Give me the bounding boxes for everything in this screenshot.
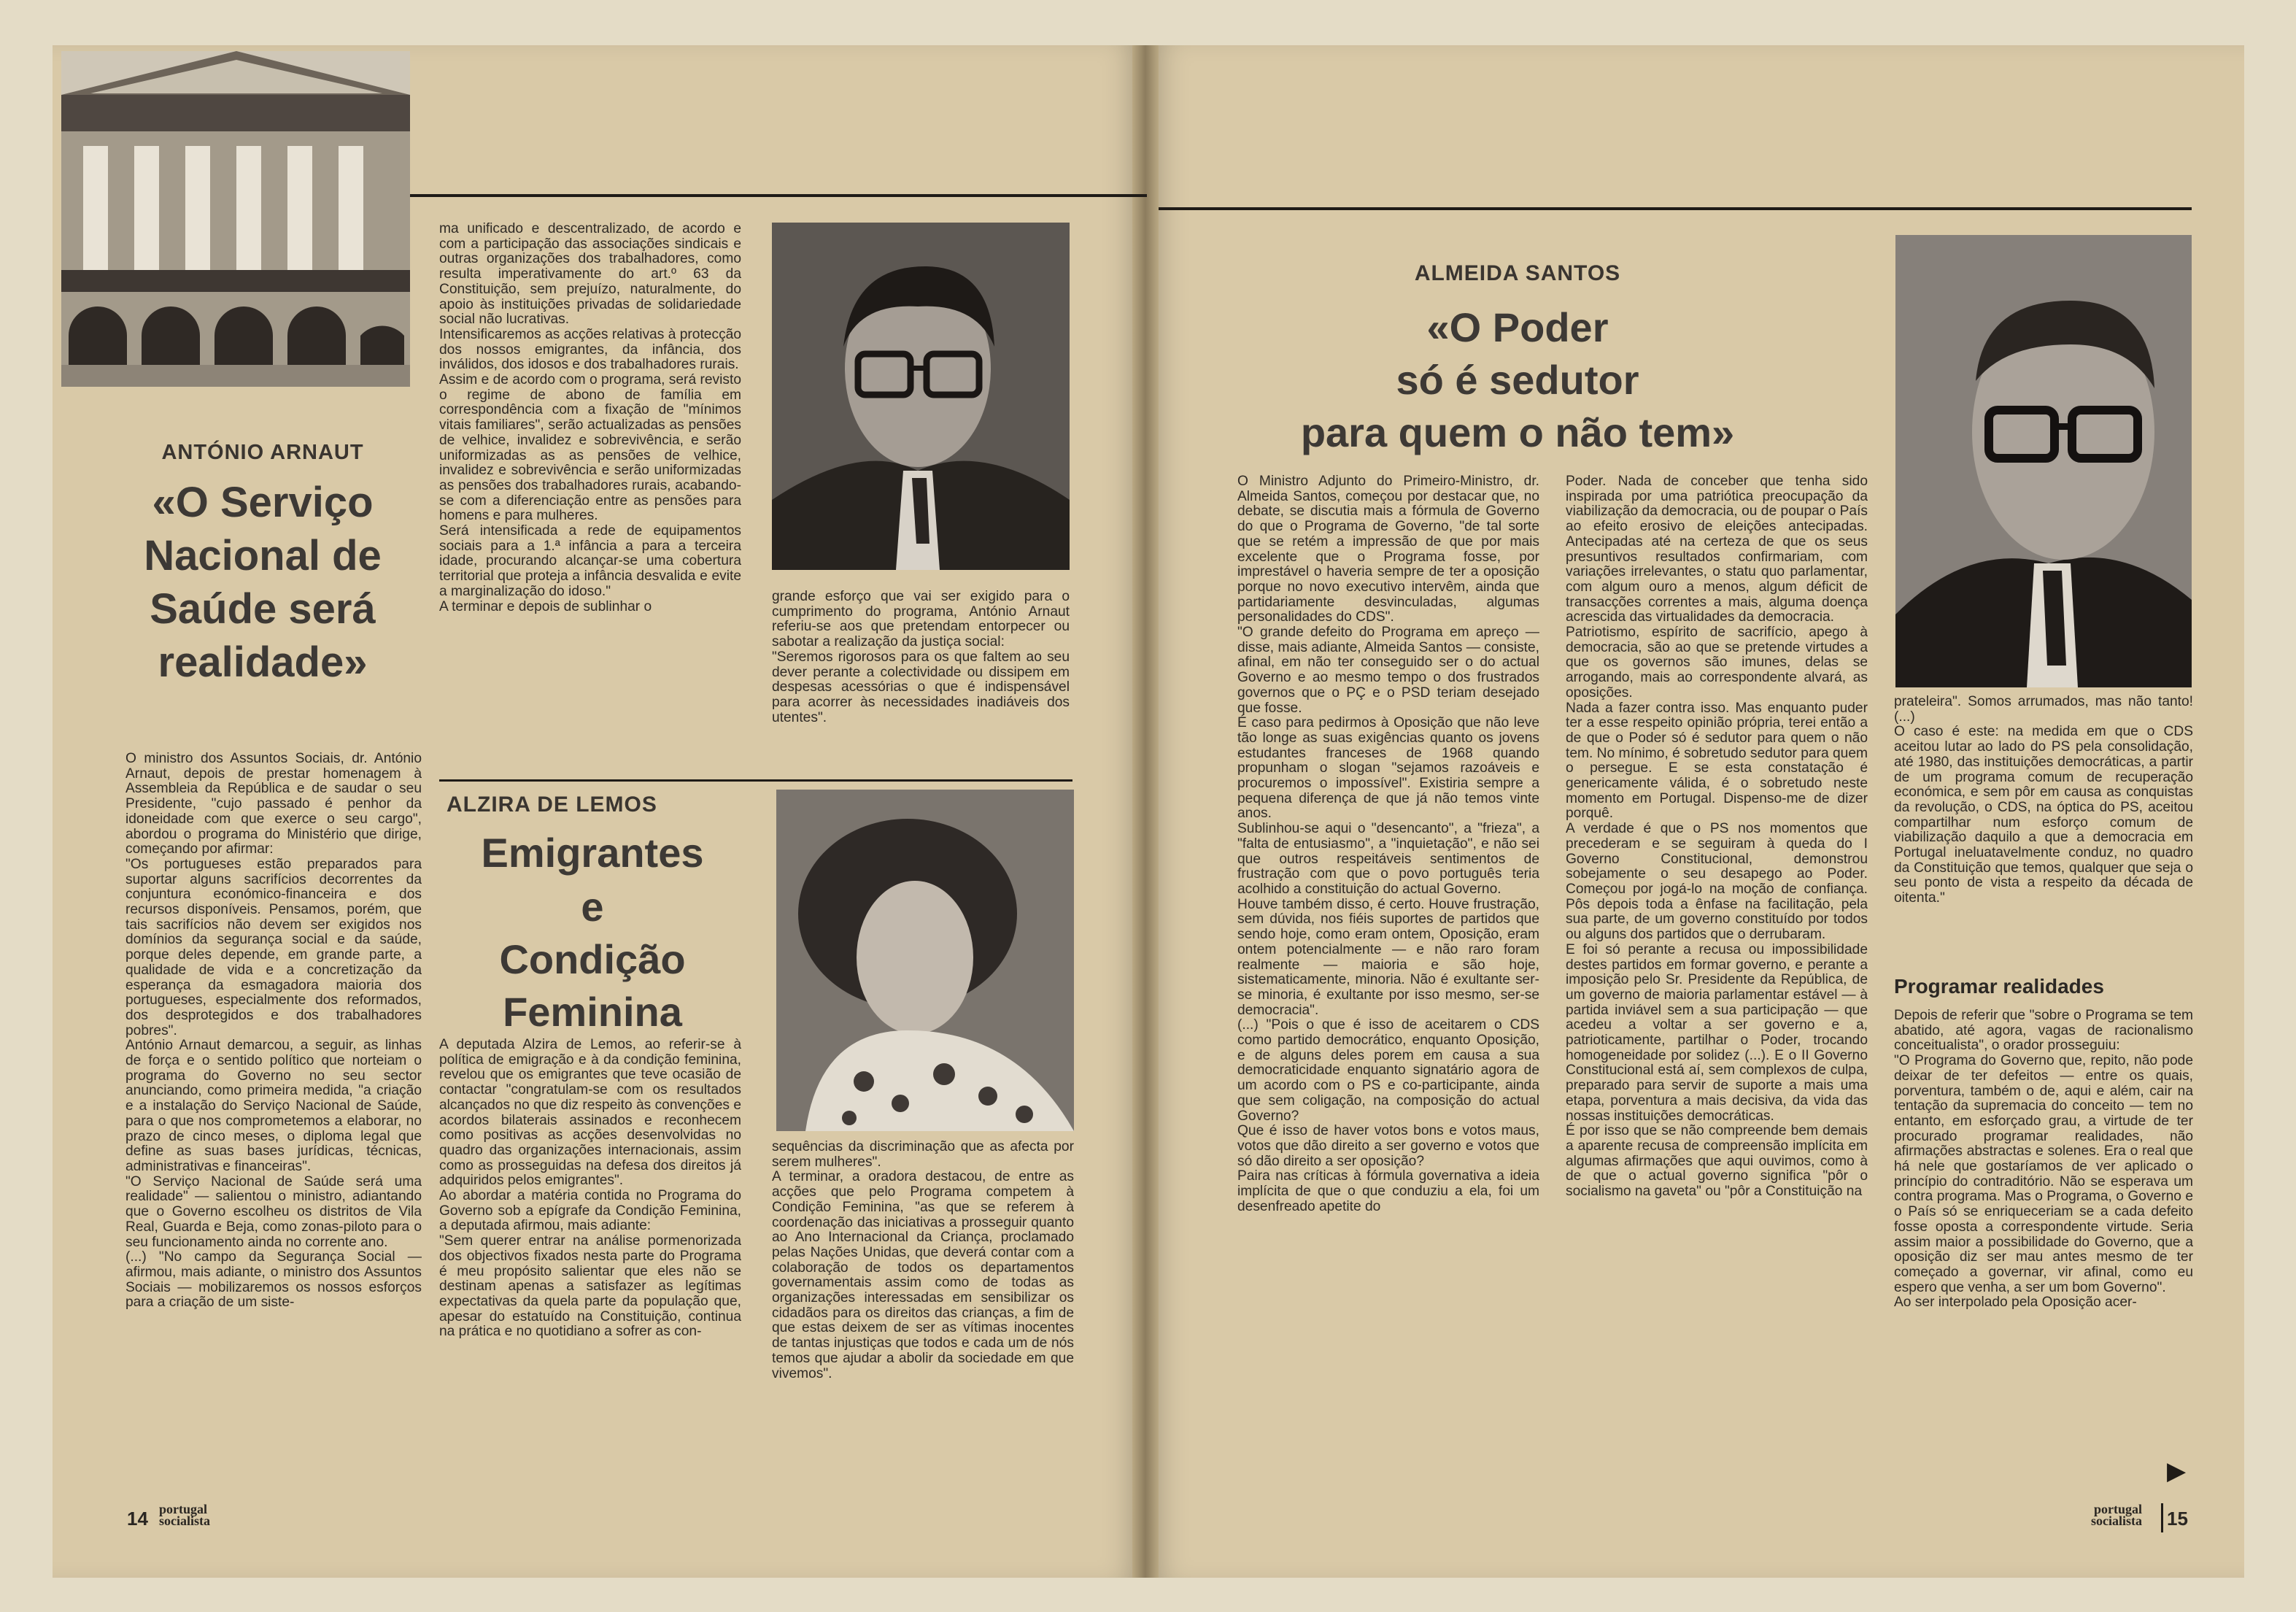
article-column-3-santos: prateleira". Somos arrumados, mas não tanto! (...) O caso é este: na medida em que o CDS aceitou lutar ao lado do PS pela consolidação, até 1980, das instituições democráticas, a partir de um programa comum de recuperação económica, e sem pôr em causa as conquistas da revolução, o CDS, na óptica do PS, aceitou compartilhar num esforço comum de viabilização daquilo a que a democracia em Portugal ineluatavelmente conduz, no quadro da Constituição que temos, qualquer que seja o seu ponto de vista a respeito da década de oitenta." — [1894, 695, 2193, 906]
parliament-building-photo — [61, 51, 410, 387]
portugal-socialista-logo-left — [159, 1503, 210, 1527]
article-kicker-santos: ALMEIDA SANTOS — [1414, 261, 1621, 285]
continue-arrow-icon: ▶ — [2167, 1457, 2187, 1485]
article-headline-lemos-l3: Condição — [499, 936, 686, 982]
article-headline-santos-l3: para quem o não tem» — [1300, 409, 1735, 455]
article-kicker-arnaut: ANTÓNIO ARNAUT — [161, 441, 364, 464]
folio-divider-right — [2161, 1503, 2163, 1532]
article-kicker-lemos: ALZIRA DE LEMOS — [447, 792, 657, 817]
article-column-3b-lemos: sequências da discriminação que as afecta por serem mulheres". A terminar, a oradora destacou, de entre as acções que pelo Programa competem à Condição Feminina, "as que se referem à coordenação das iniciativas a prosseguir quanto ao Ano Internacional da Criança, proclamado pelas Nações Unidas, que deverá contar com a colaboração de todos os departamentos governamentais assim como de todas as organizações interessadas em sensibilizar os cidadãos para os direitos das crianças, a fim de que estas deixem de ser as vítimas inocentes de tantas injustiças que todos e cada um de nós temos que ajudar a abolir da sociedade em que vivemos". — [772, 1140, 1074, 1381]
logo-line-2: socialista — [2091, 1513, 2142, 1528]
article-headline-santos-l1: «O Poder — [1426, 304, 1609, 350]
antonio-arnaut-photo — [772, 223, 1070, 570]
almeida-santos-photo — [1895, 235, 2192, 687]
article-headline-lemos-l2: e — [581, 884, 604, 930]
article-headline-santos-l2: só é sedutor — [1396, 357, 1639, 403]
section-subhead-programar-realidades: Programar realidades — [1894, 975, 2104, 998]
logo-line-1: portugal — [159, 1502, 208, 1516]
page-number-right: 15 — [2167, 1508, 2188, 1530]
page-gutter — [1132, 45, 1159, 1578]
alzira-de-lemos-photo — [776, 790, 1074, 1131]
logo-line-1: portugal — [2093, 1502, 2142, 1516]
page-number-left: 14 — [127, 1508, 148, 1530]
article-headline-lemos-l4: Feminina — [503, 989, 682, 1035]
section-rule-left — [439, 779, 1072, 782]
article-column-1-santos: O Ministro Adjunto do Primeiro-Ministro, dr. Almeida Santos, começou por destacar que, no debate, se discutia mais a fórmula de Governo do que o Programa de Governo, "de tal sorte que se retém a impressão de que por mais excelente que o Programa fosse, por imprestável o haveria sempre de ter a oposição porque no novo executivo intervêm, ainda que partidariamente desvinculadas, algumas personalidades do CDS". "O grande defeito do Programa em apreço — disse, mais adiante, Almeida Santos — consiste, afinal, em não ter conseguido ser o do actual Governo e ao mesmo tempo o dos frustrados governos que o PÇ e o PSD teriam desejado que fosse. É caso para pedirmos à Oposição que não leve tão longe as suas exigências quanto os jovens estudantes franceses de 1968 quando propunham o slogan "sejamos razoáveis e procuremos o impossível". Existiria sempre a pequena diferença de que já não temos vinte anos. Sublinhou-se aqui o "desencanto", a "frieza", a "falta de entusiasmo", a "inquietação", e não sei que outros respeitáveis sentimentos de frustração com que o povo português teria acolhido a constituição do actual Governo. Houve também disso, é certo. Houve frustração, sem dúvida, nos fiéis suportes de partidos que sendo hoje, como eram ontem, Oposição, eram ontem potencialmente — e não raro foram realmente — maioria e são hoje, sistematicamente, minoria. Não é exultante ser-se minoria, é exultante por isso mesmo, ser-se democracia". (...) "Pois o que é isso de aceitarem o CDS como partido democrático, enquanto Oposição, e de alguns deles porem em causa a sua democraticidade enquanto signatário agora de um acordo com o PS e co-participante, ainda que sem coligação, na composição do actual Governo? Que é isso de haver votos bons e votos maus, votos que dão direito a ser governo e votos que só dão direito a ser oposição? Paira nas críticas à fórmula governativa a ideia implícita de que o que conduziu a ela, foi um desenfreado apetite do — [1237, 474, 1539, 1214]
article-column-3b-santos: Depois de referir que "sobre o Programa se tem abatido, até agora, vagas de racionalismo conceitualista", o orador prosseguiu: "O Programa do Governo que, repito, não pode deixar de ter defeitos — entre os quais, porventura, também o de, aqui e além, cair na tentação da supremacia do conceito — tem no entanto, em esforçado grau, a virtude de ter procurado programar realidades, não afirmações abstractas e solenes. Era o real que há nele que gostaríamos de ver aplicado o princípio do contraditório. Não se esperava um contra programa. Mas o Programa, o Governo e o País só se enriqueceriam se a cada defeito fosse oposta a correspondente virtude. Seria assim maior a possibilidade do Governo, que a oposição diz ser mau antes mesmo de ter começado a governar, vir afinal, como eu espero que venha, a ser um bom Governo". Ao ser interpolado pela Oposição acer- — [1894, 1009, 2193, 1311]
top-rule-left — [410, 194, 1147, 197]
portugal-socialista-logo-right — [2091, 1503, 2142, 1527]
article-column-2-santos: Poder. Nada de conceber que tenha sido inspirada por uma patriótica preocupação da viabilização da democracia, ou de poupar o País ao efeito erosivo de eleições antecipadas. Antecipadas até na certeza de que os seus presuntivos resultados confirmariam, com variações irrelevantes, o statu quo parlamentar, com algum ouro a menos, algum déficit de transacções correntes a mais, alguma doença acrescida das virtualidades da democracia. Patriotismo, espírito de sacrifício, apego à democracia, são ao que se pretende virtudes a que os governos são imunes, delas se arrogando, mais ao correspondente alvará, as oposições. Nada a fazer contra isso. Mas enquanto puder ter a esse respeito opinião própria, terei então a de que o Poder só é sedutor para quem o não tem. No mínimo, é sobretudo sedutor para quem o persegue. E se esta constatação é genericamente válida, é o sobretudo neste momento em Portugal. Dispenso-me de dizer porquê. A verdade é que o PS nos momentos que precederam e se seguiram à queda do I Governo Constitucional, demonstrou sobejamente o seu desapego ao Poder. Começou por jogá-lo na moção de confiança. Pôs depois toda a ênfase na facilitação, pela sua parte, de um governo constituído por todos ou alguns dos partidos que o derrubaram. E foi só perante a recusa ou impossibilidade destes partidos em formar governo, e perante a imposição pelo Sr. Presidente da República, de um governo de maioria parlamentar estável — à partida inviável sem a sua participação — que acedeu a voltar a ser governo e a, patrioticamente, partilhar o Poder, trocando homogeneidade por solidez (...). E o II Governo Constitucional está aí, sem complexos de culpa, preparado para servir de suporte a mais uma etapa, porventura a mais decisiva, da vida das nossas instituições democráticas. É por isso que se não compreende bem demais a aparente recusa de compreensão implícita em algumas afirmações que aqui ouvimos, como à de que o actual governo significa "pôr o socialismo na gaveta" ou "pôr a Constituição na — [1566, 474, 1868, 1200]
article-column-2b-lemos: A deputada Alzira de Lemos, ao referir-se à política de emigração e à da condição feminina, revelou que os emigrantes que teve ocasião de contactar "congratulam-se com os resultados alcançados no que diz respeito às convenções e acordos bilaterais assinados e reconhecem como positivas as acções desenvolvidas no quadro das organizações internacionais, assim como as prosseguidas na defesa dos direitos já adquiridos pelos emigrantes". Ao abordar a matéria contida no Programa do Governo sob a epígrafe da Condição Feminina, a deputada afirmou, mais adiante: "Sem querer entrar na análise pormenorizada dos objectivos fixados nesta parte do Programa é meu propósito salientar que eles não se destinam apenas a satisfazer as legítimas expectativas da quela parte da população que, apesar do estatuído na Constituição, continua na prática e no quotidiano a sofrer as con- — [439, 1038, 741, 1340]
top-rule-right — [1159, 207, 2192, 210]
article-column-1-arnaut: O ministro dos Assuntos Sociais, dr. António Arnaut, depois de prestar homenagem à Assembleia da República e de saudar o seu Presidente, "cujo passado é penhor da idoneidade com que exerce o seu cargo", abordou o programa do Ministério que dirige, começando por afirmar: "Os portugueses estão preparados para suportar alguns sacrifícios decorrentes da conjuntura económico-financeira e dos recursos disponíveis. Pensamos, porém, que tais sacrifícios não devem ser exigidos nos domínios da segurança social e da saúde, porque deles depende, em grande parte, a qualidade de vida e a concretização da esperança da esmagadora maioria dos portugueses, especialmente dos reformados, dos desprotegidos e dos trabalhadores pobres". António Arnaut demarcou, a seguir, as linhas de força e o sentido político que norteiam o programa do Governo no seu sector anunciando, como primeira medida, "a criação e a instalação do Serviço Nacional de Saúde, para o que nos comprometemos a elaborar, no prazo de cinco meses, o diploma legal que define as suas bases jurídicas, técnicas, administrativas e financeiras". "O Serviço Nacional de Saúde será uma realidade" — salientou o ministro, adiantando que o Governo escolheu os distritos de Vila Real, Guarda e Beja, como zonas-piloto para o seu funcionamento ainda no corrente ano. (...) "No campo da Segurança Social — afirmou, mais adiante, o ministro dos Assuntos Sociais — mobilizaremos os nossos esforços para a criação de um siste- — [125, 752, 422, 1311]
article-headline-arnaut: «O Serviço Nacional de Saúde será realidade» — [144, 479, 382, 686]
article-column-2-arnaut: ma unificado e descentralizado, de acordo e com a participação das associações sindicais e outras organizações dos trabalhadores, como resulta imperativamente do art.º 63 da Constituição, sem prejuízo, naturalmente, do apoio às instituições privadas de solidariedade social não lucrativas. Intensificaremos as acções relativas à protecção dos nossos emigrantes, da infância, dos inválidos, dos idosos e dos trabalhadores rurais. Assim e de acordo com o programa, será revisto o regime de abono de família em correspondência com a fixação de "mínimos vitais familiares", serão actualizadas as pensões de velhice, invalidez e sobrevivência, e serão uniformizadas as as pensões de velhice, invalidez e sobrevivência e serão uniformizadas as pensões dos trabalhadores rurais, acabando-se com a diferenciação entre as pensões para homens e para mulheres. Será intensificada a rede de equipamentos sociais para a 1.ª infância a para a terceira idade, procurando alcançar-se uma cobertura territorial que proteja a infância desvalida e evite a marginalização do idoso." A terminar e depois de sublinhar o — [439, 222, 741, 614]
article-headline-lemos-l1: Emigrantes — [481, 830, 704, 876]
logo-line-2: socialista — [159, 1513, 210, 1528]
article-column-3-arnaut: grande esforço que vai ser exigido para o cumprimento do programa, António Arnaut referiu-se aos que pretendam entorpecer ou sabotar a realização da justiça social: "Seremos rigorosos para os que faltem ao seu dever perante a colectividade ou dissipem em despesas acessórias o que é indispensável para acorrer às necessidades inadiáveis dos utentes". — [772, 590, 1070, 725]
